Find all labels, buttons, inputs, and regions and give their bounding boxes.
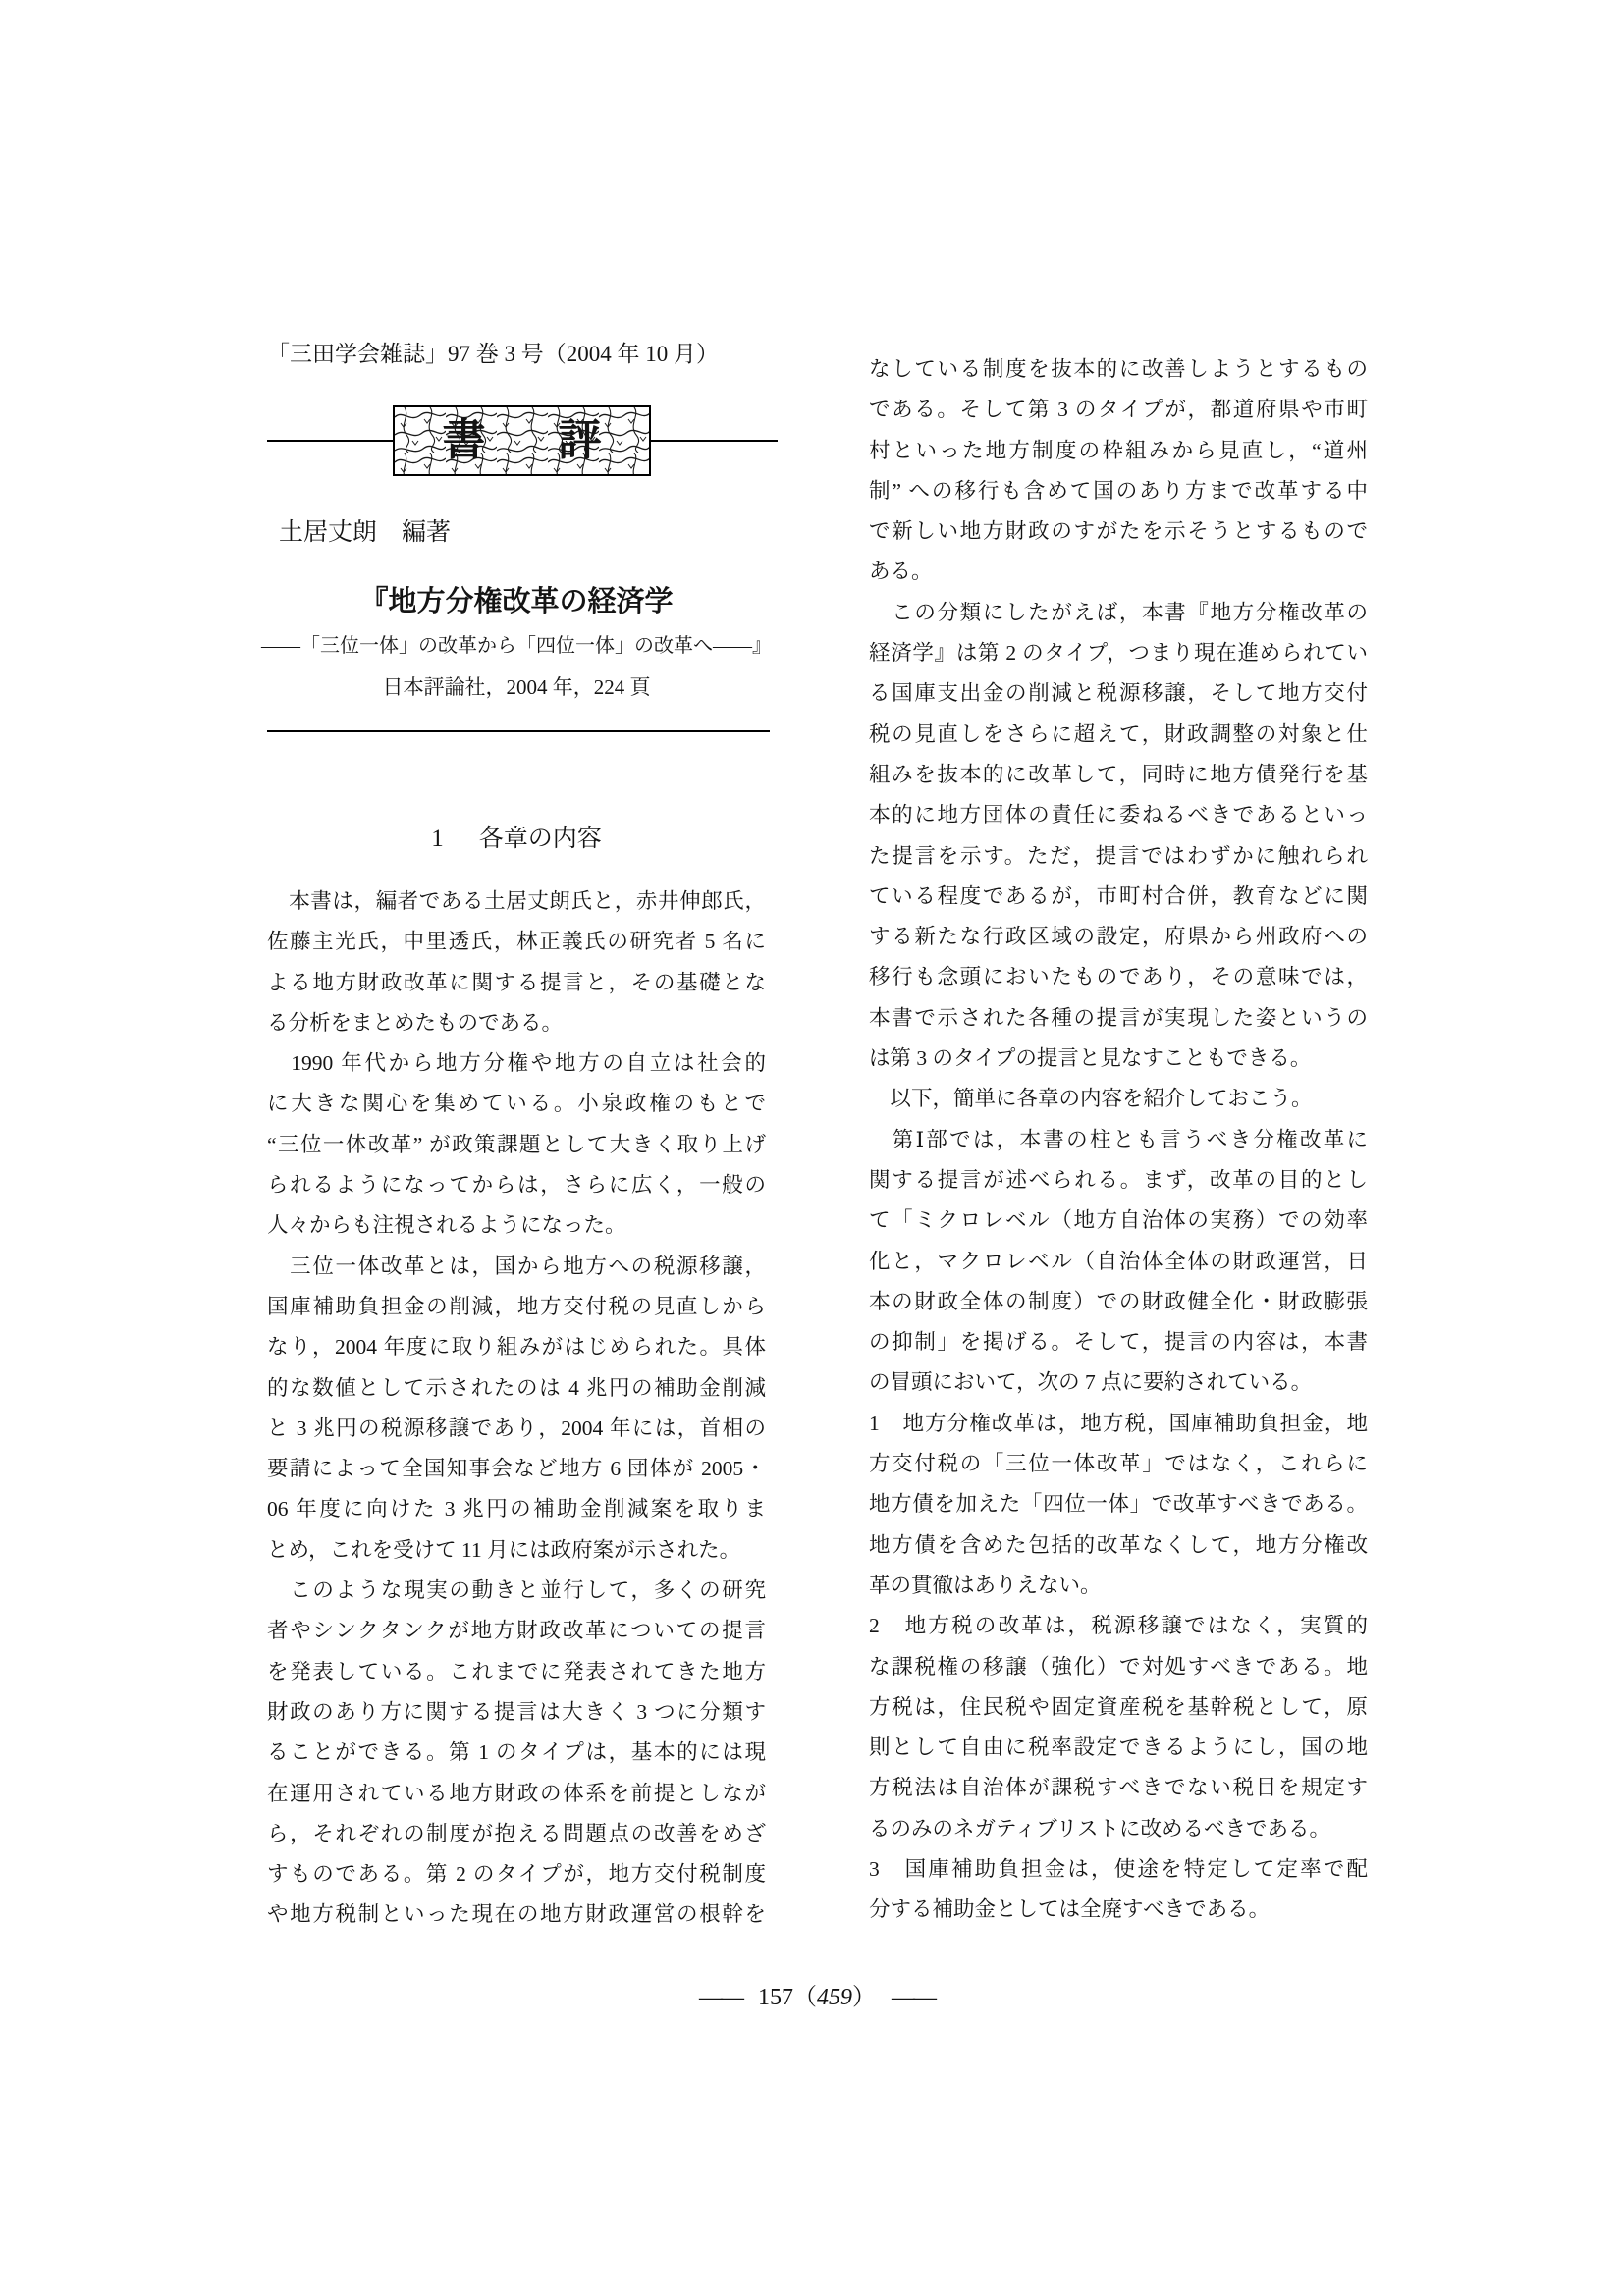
text-line: られるようになってからは，さらに広く，一般の: [267, 1173, 766, 1198]
text-line: 3 国庫補助負担金は，使途を特定して定率で配: [869, 1856, 1368, 1881]
right-column: [869, 349, 1368, 1931]
left-column: [267, 881, 766, 1936]
text-line: の抑制」を掲げる。そして，提言の内容は，本書: [869, 1330, 1368, 1355]
text-line: 本書は，編者である土居丈朗氏と，赤井伸郎氏，: [267, 889, 766, 913]
text-line: である。そして第 3 のタイプが，都道府県や市町: [869, 398, 1368, 422]
text-line: で新しい地方財政のすがたを示そうとするもので: [869, 519, 1368, 544]
text-line: は第 3 のタイプの提言と見なすこともできる。: [869, 1046, 1312, 1071]
text-line: 第Ⅰ部では，本書の柱とも言うべき分権改革に: [869, 1127, 1368, 1151]
section-title: 各章の内容: [478, 826, 602, 852]
text-line: 村といった地方制度の枠組みから見直し，“道州: [869, 438, 1368, 462]
text-line: “三位一体改革” が政策課題として大きく取り上げ: [267, 1132, 766, 1156]
text-line: な課税権の移譲（強化）で対処すべきである。地: [869, 1654, 1368, 1679]
text-line: とめ，これを受けて 11 月には政府案が示された。: [267, 1537, 741, 1562]
page-footer: [267, 1977, 1367, 2011]
text-line: る国庫支出金の削減と税源移譲，そして地方交付: [869, 681, 1368, 706]
text-line: 経済学』は第 2 のタイプ，つまり現在進められてい: [869, 641, 1368, 666]
footer-volume-page: 459: [817, 1985, 852, 2010]
text-line: 06 年度に向けた 3 兆円の補助金削減案を取りま: [267, 1497, 766, 1522]
text-line: ることができる。第 1 のタイプは，基本的には現: [267, 1740, 766, 1765]
text-line: 佐藤主光氏，中里透氏，林正義氏の研究者 5 名に: [267, 930, 766, 954]
text-line: 三位一体改革とは，国から地方への税源移譲，: [267, 1254, 766, 1278]
banner-left-rule: [267, 440, 393, 442]
banner-right-rule: [651, 440, 778, 442]
text-line: よる地方財政改革に関する提言と，その基礎とな: [267, 970, 766, 994]
banner-wave-pattern: [395, 407, 649, 474]
text-line: 本の財政全体の制度）での財政健全化・財政膨張: [869, 1289, 1368, 1313]
text-line: このような現実の動きと並行して，多くの研究: [267, 1578, 766, 1603]
text-line: する新たな行政区域の設定，府県から州政府への: [869, 925, 1368, 949]
text-line: の冒頭において，次の 7 点に要約されている。: [869, 1370, 1313, 1395]
text-line: 革の貫徹はありえない。: [869, 1573, 1102, 1597]
section-heading: [267, 819, 766, 854]
footer-page-number: 157: [758, 1985, 793, 2010]
text-line: るのみのネガティブリストに改めるべきである。: [869, 1816, 1330, 1841]
book-editor: 土居丈朗 編著: [279, 519, 452, 546]
text-line: 的な数値として示されたのは 4 兆円の補助金削減: [267, 1375, 766, 1400]
text-line: た提言を示す。ただ，提言ではわずかに触れられ: [869, 843, 1368, 868]
text-line: 在運用されている地方財政の体系を前提としなが: [267, 1781, 766, 1805]
text-line: 制” への移行も含めて国のあり方まで改革する中: [869, 478, 1368, 503]
text-line: 国庫補助負担金の削減，地方交付税の見直しから: [267, 1294, 766, 1318]
text-line: なり，2004 年度に取り組みがはじめられた。具体: [267, 1335, 766, 1360]
text-line: 方税法は自治体が課税すべきでない税目を規定す: [869, 1776, 1368, 1800]
text-line: る分析をまとめたものである。: [267, 1010, 564, 1035]
text-line: 財政のあり方に関する提言は大きく 3 つに分類す: [267, 1699, 766, 1724]
footer-right-dash: ——: [892, 1985, 935, 2010]
text-line: 者やシンクタンクが地方財政改革についての提言: [267, 1619, 766, 1643]
text-line: すものである。第 2 のタイプが，地方交付税制度: [267, 1862, 766, 1887]
book-review-banner: [393, 405, 651, 476]
title-divider: [267, 730, 770, 732]
text-line: この分類にしたがえば，本書『地方分権改革の: [869, 600, 1368, 624]
banner-char-sho: 書: [442, 416, 486, 464]
text-line: 移行も念頭においたものであり，その意味では，: [869, 965, 1368, 989]
text-line: ら，それぞれの制度が抱える問題点の改善をめざ: [267, 1821, 766, 1845]
text-line: ある。: [869, 560, 933, 584]
text-line: 化と，マクロレベル（自治体全体の財政運営，日: [869, 1249, 1368, 1273]
text-line: に大きな関心を集めている。小泉政権のもとで: [267, 1092, 766, 1116]
text-line: 分する補助金としては全廃すべきである。: [869, 1897, 1271, 1922]
text-line: 方交付税の「三位一体改革」ではなく，これらに: [869, 1452, 1368, 1476]
text-line: 1 地方分権改革は，地方税，国庫補助負担金，地: [869, 1411, 1368, 1435]
text-line: 本的に地方団体の責任に委ねるべきであるといっ: [869, 803, 1368, 828]
text-line: 2 地方税の改革は，税源移譲ではなく，実質的: [869, 1614, 1368, 1638]
journal-citation: 「三田学会雑誌」97 巻 3 号（2004 年 10 月）: [267, 342, 719, 366]
text-line: 1990 年代から地方分権や地方の自立は社会的: [267, 1051, 766, 1076]
text-line: 方税は，住民税や固定資産税を基幹税として，原: [869, 1694, 1368, 1719]
footer-left-dash: ——: [699, 1985, 742, 2010]
publisher-line: 日本評論社，2004 年，224 頁: [382, 675, 651, 699]
text-line: 人々からも注視されるようになった。: [267, 1213, 626, 1238]
book-subtitle: ——「三位一体」の改革から「四位一体」の改革へ——』: [261, 635, 772, 657]
text-line: 税の見直しをさらに超えて，財政調整の対象と仕: [869, 721, 1368, 746]
banner-char-hyo: 評: [558, 416, 602, 464]
text-line: と 3 兆円の税源移譲であり，2004 年には，首相の: [267, 1415, 766, 1440]
text-line: て「ミクロレベル（地方自治体の実務）での効率: [869, 1208, 1368, 1233]
text-line: 要請によって全国知事会など地方 6 団体が 2005・: [267, 1457, 766, 1481]
text-line: 本書で示された各種の提言が実現した姿というの: [869, 1005, 1368, 1030]
text-line: 地方債を含めた包括的改革なくして，地方分権改: [869, 1532, 1368, 1557]
text-line: や地方税制といった現在の地方財政運営の根幹を: [267, 1902, 766, 1927]
text-line: を発表している。これまでに発表されてきた地方: [267, 1659, 766, 1683]
text-line: 以下，簡単に各章の内容を紹介しておこう。: [869, 1087, 1313, 1111]
footer-paren-close: ）: [852, 1985, 876, 2010]
text-line: 関する提言が述べられる。まず，改革の目的とし: [869, 1167, 1368, 1192]
text-line: 地方債を加えた「四位一体」で改革すべきである。: [869, 1492, 1368, 1517]
text-line: 組みを抜本的に改革して，同時に地方債発行を基: [869, 762, 1368, 786]
footer-paren-open: （: [793, 1985, 817, 2010]
text-line: なしている制度を抜本的に改善しようとするもの: [869, 357, 1368, 381]
book-title: 『地方分権改革の経済学: [359, 586, 674, 617]
section-number: 1: [431, 826, 444, 852]
text-line: 則として自由に税率設定できるようにし，国の地: [869, 1735, 1368, 1760]
text-line: ている程度であるが，市町村合併，教育などに関: [869, 883, 1368, 908]
